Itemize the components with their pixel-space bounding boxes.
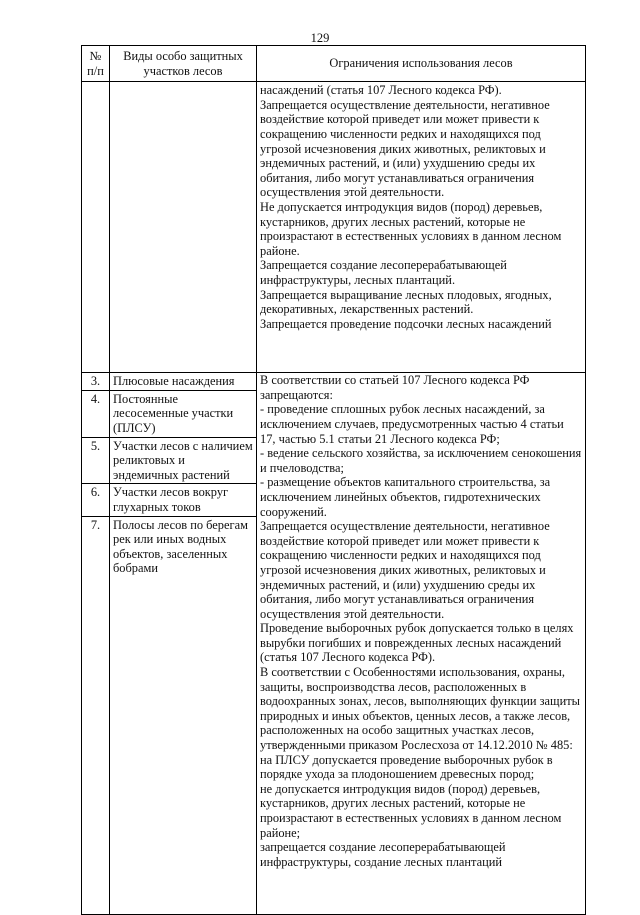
cell-continuation-text (257, 82, 586, 373)
continuation-paragraph: Запрещается осуществление деятельности, негативное воздействие которой приведет или может привести к сокращению численности редких и находящихся под угрозой исчезновения диких животных, реликтовых и эндемичных растений, и (или) ухудшению среды их обитания, либо могут устанавливаться ограничения осуществления этой деятельности. (260, 97, 550, 200)
cell-num-empty (82, 82, 110, 373)
main-paragraph: В соответствии с Особенностями использования, охраны, защиты, воспроизводства лесов, расположенных в водоохранных зонах, лесов, выполняющих функции защиты природных и иных объектов, ценных лесов, а также лесов, расположенных на особо защитных участках лесов, утвержденными приказом Рослесхоза от 14.12.2010 № 485: (260, 665, 580, 753)
row-number: 7. (82, 516, 110, 914)
main-paragraph: Проведение выборочных рубок допускается только в целях вырубки погибших и поврежденных лесных насаждений (статья 107 Лесного кодекса РФ). (260, 621, 574, 665)
cell-main-restrictions (257, 373, 586, 914)
row-number: 3. (82, 373, 110, 391)
continuation-paragraph: Запрещается проведение подсочки лесных насаждений (260, 316, 552, 331)
row-number: 4. (82, 390, 110, 437)
restrictions-table (81, 45, 586, 915)
table-row (82, 373, 586, 391)
continuation-paragraph: Запрещается создание лесоперерабатывающей инфраструктуры, лесных плантаций. (260, 258, 507, 287)
table-row-continuation (82, 82, 586, 373)
cell-type-empty (110, 82, 257, 373)
main-paragraph: запрещается создание лесоперерабатывающей инфраструктуры, создание лесных плантаций (260, 840, 506, 869)
continuation-paragraph: Не допускается интродукция видов (пород) деревьев, кустарников, других лесных растений, которые не произрастают в естественных условиях в данном лесном районе. (260, 199, 562, 258)
row-number: 5. (82, 437, 110, 484)
main-paragraph: на ПЛСУ допускается проведение выборочных рубок в порядке ухода за плодоношением древесных пород; (260, 752, 553, 782)
row-type: Плюсовые насаждения (110, 373, 257, 391)
row-type: Участки лесов вокруг глухарных токов (110, 484, 257, 516)
main-paragraph: Запрещается осуществление деятельности, негативное воздействие которой приведет или может привести к сокращению численности редких и находящихся под угрозой исчезновения диких животных, реликтовых и эндемичных растений, и (или) ухудшению среды их обитания, либо могут устанавливаться ограничения осуществления этой деятельности. (260, 519, 550, 621)
main-paragraph: - ведение сельского хозяйства, за исключением сенокошения и пчеловодства; (260, 446, 582, 475)
row-type: Постоянные лесосеменные участки (ПЛСУ) (110, 390, 257, 437)
main-paragraph: В соответствии со статьей 107 Лесного кодекса РФ запрещаются: (260, 373, 530, 402)
continuation-paragraph: Запрещается выращивание лесных плодовых, ягодных, декоративных, лекарственных растений. (260, 287, 552, 317)
main-paragraph: не допускается интродукция видов (пород) деревьев, кустарников, других лесных растений, которые не произрастают в естественных условиях в данном лесном районе; (260, 781, 562, 840)
table-header-row (82, 46, 586, 82)
header-type: Виды особо защитных участков лесов (110, 46, 257, 82)
continuation-paragraph: насаждений (статья 107 Лесного кодекса РФ). (260, 83, 502, 98)
row-number: 6. (82, 484, 110, 516)
page-number: 129 (310, 31, 330, 45)
header-restrictions: Ограничения использования лесов (257, 46, 586, 82)
main-paragraph: - проведение сплошных рубок лесных насаждений, за исключением случаев, предусмотренных частью 4 статьи 17, частью 5.1 статьи 21 Лесного кодекса РФ; (260, 402, 564, 446)
row-type: Полосы лесов по берегам рек или иных водных объектов, заселенных бобрами (110, 516, 257, 914)
header-num: № п/п (82, 46, 110, 82)
main-paragraph: - размещение объектов капитального строительства, за исключением линейных объектов, гидротехнических сооружений. (260, 475, 551, 519)
row-type: Участки лесов с наличием реликтовых и эндемичных растений (110, 437, 257, 484)
